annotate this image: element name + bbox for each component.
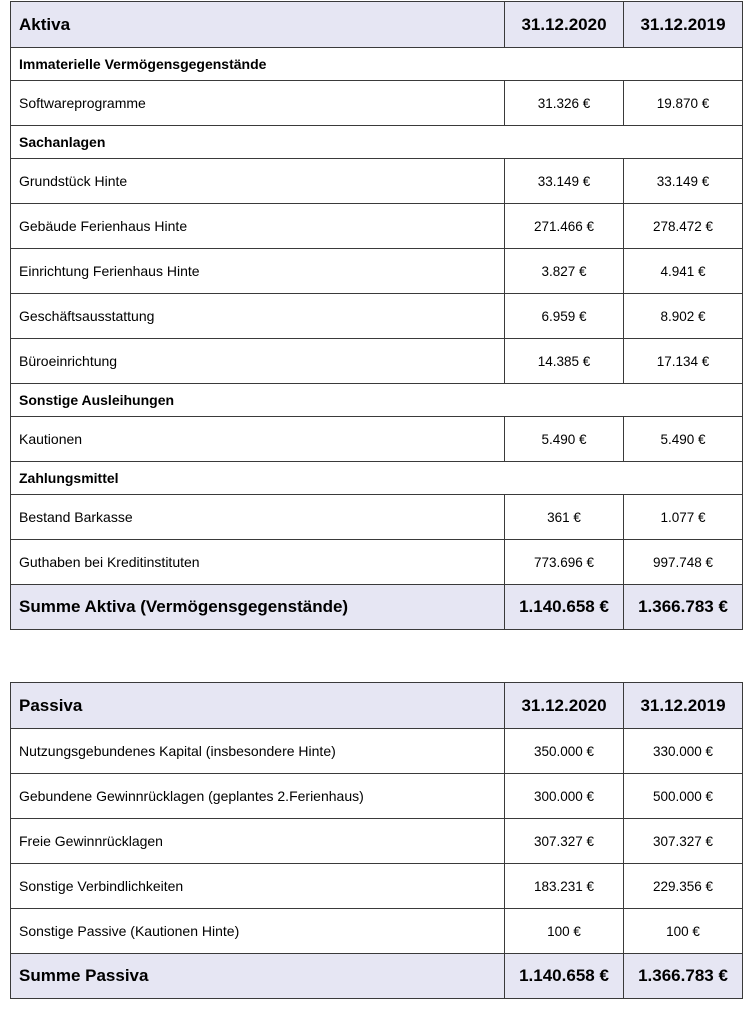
row-value-2020: 300.000 € <box>505 774 624 819</box>
section-row <box>11 48 743 81</box>
table-row <box>11 204 743 249</box>
table-row <box>11 339 743 384</box>
section-title: Sonstige Ausleihungen <box>11 384 743 417</box>
passiva-total-label: Summe Passiva <box>11 954 505 999</box>
row-label: Sonstige Verbindlichkeiten <box>11 864 505 909</box>
passiva-total-2019: 1.366.783 € <box>624 954 743 999</box>
table-row <box>11 864 743 909</box>
row-value-2019: 229.356 € <box>624 864 743 909</box>
table-row <box>11 729 743 774</box>
row-value-2020: 307.327 € <box>505 819 624 864</box>
passiva-header-row <box>11 683 743 729</box>
table-row <box>11 249 743 294</box>
row-value-2020: 100 € <box>505 909 624 954</box>
row-value-2019: 5.490 € <box>624 417 743 462</box>
aktiva-header-label: Aktiva <box>11 2 505 48</box>
table-row <box>11 81 743 126</box>
row-label: Softwareprogramme <box>11 81 505 126</box>
row-label: Geschäftsausstattung <box>11 294 505 339</box>
table-row <box>11 417 743 462</box>
table-row <box>11 774 743 819</box>
row-label: Nutzungsgebundenes Kapital (insbesondere Hinte) <box>11 729 505 774</box>
row-value-2020: 5.490 € <box>505 417 624 462</box>
aktiva-table <box>10 1 743 630</box>
table-row <box>11 159 743 204</box>
section-row <box>11 126 743 159</box>
table-row <box>11 819 743 864</box>
row-value-2019: 500.000 € <box>624 774 743 819</box>
row-value-2019: 4.941 € <box>624 249 743 294</box>
passiva-header-2019: 31.12.2019 <box>624 683 743 729</box>
table-row <box>11 909 743 954</box>
row-value-2019: 997.748 € <box>624 540 743 585</box>
row-value-2020: 183.231 € <box>505 864 624 909</box>
row-label: Guthaben bei Kreditinstituten <box>11 540 505 585</box>
row-label: Kautionen <box>11 417 505 462</box>
row-label: Büroeinrichtung <box>11 339 505 384</box>
section-row <box>11 384 743 417</box>
row-label: Freie Gewinnrücklagen <box>11 819 505 864</box>
row-value-2020: 6.959 € <box>505 294 624 339</box>
passiva-total-2020: 1.140.658 € <box>505 954 624 999</box>
row-label: Sonstige Passive (Kautionen Hinte) <box>11 909 505 954</box>
aktiva-total-label: Summe Aktiva (Vermögensgegenstände) <box>11 585 505 630</box>
row-label: Gebundene Gewinnrücklagen (geplantes 2.Ferienhaus) <box>11 774 505 819</box>
passiva-header-2020: 31.12.2020 <box>505 683 624 729</box>
row-value-2019: 307.327 € <box>624 819 743 864</box>
row-value-2019: 8.902 € <box>624 294 743 339</box>
section-title: Sachanlagen <box>11 126 743 159</box>
row-value-2019: 330.000 € <box>624 729 743 774</box>
aktiva-header-2019: 31.12.2019 <box>624 2 743 48</box>
row-value-2019: 278.472 € <box>624 204 743 249</box>
aktiva-total-2019: 1.366.783 € <box>624 585 743 630</box>
table-row <box>11 540 743 585</box>
row-value-2019: 17.134 € <box>624 339 743 384</box>
aktiva-header-2020: 31.12.2020 <box>505 2 624 48</box>
passiva-total-row <box>11 954 743 999</box>
section-title: Immaterielle Vermögensgegenstände <box>11 48 743 81</box>
row-value-2019: 33.149 € <box>624 159 743 204</box>
row-value-2020: 33.149 € <box>505 159 624 204</box>
row-value-2019: 19.870 € <box>624 81 743 126</box>
table-row <box>11 294 743 339</box>
section-row <box>11 462 743 495</box>
aktiva-total-2020: 1.140.658 € <box>505 585 624 630</box>
passiva-table <box>10 682 743 999</box>
row-value-2019: 1.077 € <box>624 495 743 540</box>
row-label: Gebäude Ferienhaus Hinte <box>11 204 505 249</box>
row-value-2020: 14.385 € <box>505 339 624 384</box>
row-value-2020: 361 € <box>505 495 624 540</box>
aktiva-total-row <box>11 585 743 630</box>
passiva-header-label: Passiva <box>11 683 505 729</box>
section-title: Zahlungsmittel <box>11 462 743 495</box>
row-value-2020: 773.696 € <box>505 540 624 585</box>
row-value-2019: 100 € <box>624 909 743 954</box>
table-row <box>11 495 743 540</box>
row-label: Grundstück Hinte <box>11 159 505 204</box>
row-label: Einrichtung Ferienhaus Hinte <box>11 249 505 294</box>
row-label: Bestand Barkasse <box>11 495 505 540</box>
row-value-2020: 31.326 € <box>505 81 624 126</box>
aktiva-header-row <box>11 2 743 48</box>
row-value-2020: 3.827 € <box>505 249 624 294</box>
row-value-2020: 350.000 € <box>505 729 624 774</box>
row-value-2020: 271.466 € <box>505 204 624 249</box>
